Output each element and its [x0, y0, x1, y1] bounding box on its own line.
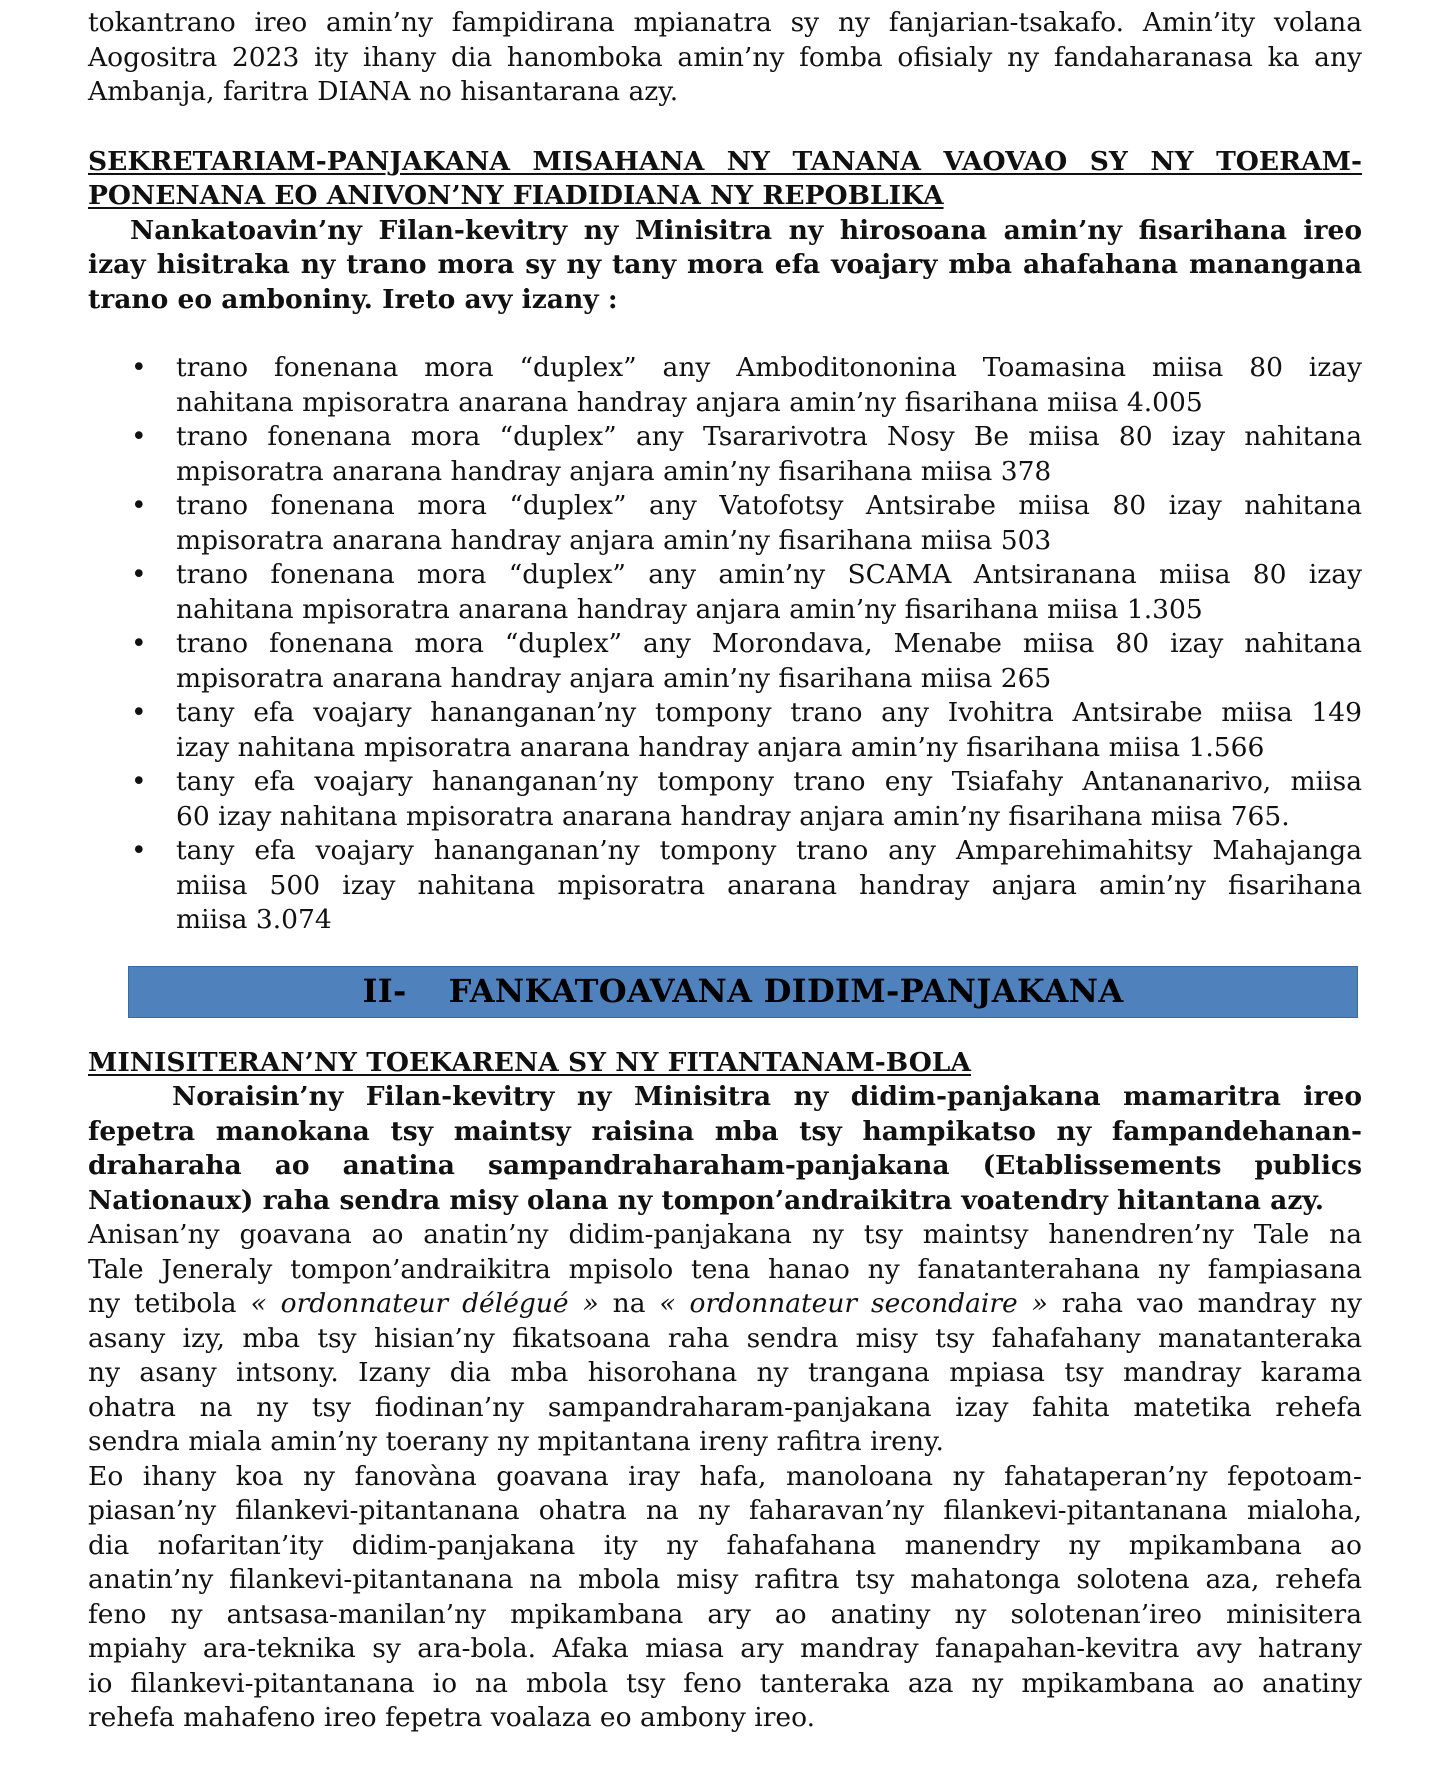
lead-line: trano eo amboniny. Ireto avy izany : — [88, 283, 618, 315]
body-line: feno ny antsasa-manilan’ny mpikambana ary ao anatiny ny solotenan’ireo minisitera — [88, 1598, 1362, 1630]
list-item: • trano fonenana mora “duplex” any Amboditononina Toamasina miisa 80 izay nahitana mpisoratra anarana handray anjara amin’ny fisarihana miisa 4.005 — [131, 352, 1362, 418]
list-item: • tany efa voajary hananganan’ny tompony trano eny Tsiafahy Antananarivo, miisa 60 izay nahitana mpisoratra anarana handray anjara amin’ny fisarihana miisa 765. — [131, 766, 1362, 832]
body-line: dia nofaritan’ity didim-panjakana ity ny fahafahana manendry ny mpikambana ao — [88, 1529, 1362, 1561]
body-line: ohatra na ny tsy fiodinan’ny sampandraharam-panjakana izay fahita matetika rehefa — [88, 1391, 1362, 1423]
section-secretariat — [88, 145, 1362, 938]
bullet-icon: • — [131, 559, 147, 590]
list-item: • trano fonenana mora “duplex” any Vatofotsy Antsirabe miisa 80 izay nahitana mpisoratra anarana handray anjara amin’ny fisarihana miisa 503 — [131, 490, 1362, 556]
bullet-icon: • — [131, 697, 147, 728]
lead-line: Nationaux) raha sendra misy olana ny tompon’andraikitra voatendry hitantana azy. — [88, 1184, 1324, 1216]
intro-line: tokantrano ireo amin’ny fampidirana mpianatra sy ny fanjarian-tsakafo. Amin’ity volana — [88, 7, 1362, 38]
lead-line: Noraisin’ny Filan-kevitry ny Minisitra ny didim-panjakana mamaritra ireo — [172, 1081, 1362, 1112]
term-ordonnateur-secondaire: « ordonnateur secondaire » — [659, 1288, 1048, 1319]
list-item: • trano fonenana mora “duplex” any Morondava, Menabe miisa 80 izay nahitana mpisoratra anarana handray anjara amin’ny fisarihana miisa 265 — [131, 628, 1362, 694]
banner-number: II- — [362, 972, 407, 1011]
bullet-icon: • — [131, 421, 147, 452]
section-heading: PONENANA EO ANIVON’NY FIADIDIANA NY REPOBLIKA — [88, 180, 944, 211]
intro-line: Aogositra 2023 ity ihany dia hanomboka amin’ny fomba ofisialy ny fandaharanasa ka any — [88, 41, 1362, 73]
term-ordonnateur-delegue: « ordonnateur délégué » — [250, 1288, 599, 1319]
list-item: • trano fonenana mora “duplex” any amin’ny SCAMA Antsiranana miisa 80 izay nahitana mpisoratra anarana handray anjara amin’ny fisarihana miisa 1.305 — [131, 559, 1362, 625]
body-line: Eo ihany koa ny fanovàna goavana iray hafa, manoloana ny fahataperan’ny fepotoam- — [88, 1460, 1362, 1492]
list-item: • tany efa voajary hananganan’ny tompony trano any Amparehimahitsy Mahajanga miisa 500 izay nahitana mpisoratra anarana handray anjara amin’ny fisarihana miisa 3.074 — [131, 835, 1362, 935]
bullet-icon: • — [131, 835, 147, 866]
body-line: asany izy, mba tsy hisian’ny fikatsoana raha sendra misy tsy fahafahany manatanteraka — [88, 1322, 1362, 1354]
intro-paragraph — [88, 6, 1362, 110]
list-item: • tany efa voajary hananganan’ny tompony trano any Ivohitra Antsirabe miisa 149 izay nahitana mpisoratra anarana handray anjara amin’ny fisarihana miisa 1.566 — [131, 697, 1362, 763]
body-line: piasan’ny filankevi-pitantanana ohatra na ny faharavan’ny filankevi-pitantanana mialoha, — [88, 1495, 1362, 1526]
bullet-icon: • — [131, 628, 147, 659]
lead-line: izay hisitraka ny trano mora sy ny tany mora efa voajary mba ahafahana manangana — [88, 249, 1362, 280]
section-banner — [128, 966, 1358, 1018]
banner-title: FANKATOAVANA DIDIM-PANJAKANA — [448, 972, 1124, 1011]
body-line: io filankevi-pitantanana io na mbola tsy feno tanteraka aza ny mpikambana ao anatiny — [88, 1667, 1362, 1699]
body-line: rehefa mahafeno ireo fepetra voalaza eo ambony ireo. — [88, 1702, 816, 1733]
intro-line: Ambanja, faritra DIANA no hisantarana azy. — [88, 76, 679, 107]
body-line: mpiahy ara-teknika sy ara-bola. Afaka miasa ary mandray fanapahan-kevitra avy hatrany — [88, 1633, 1362, 1664]
bullet-icon: • — [131, 490, 147, 521]
section-heading: SEKRETARIAM-PANJAKANA MISAHANA NY TANANA VAOVAO SY NY TOERAM- — [88, 145, 1362, 177]
bullet-icon: • — [131, 766, 147, 797]
body-line: ny asany intsony. Izany dia mba hisorohana ny trangana mpiasa tsy mandray karama — [88, 1357, 1362, 1388]
lead-line: draharaha ao anatina sampandraharaham-panjakana (Etablissements publics — [88, 1150, 1362, 1181]
list-item: • trano fonenana mora “duplex” any Tsararivotra Nosy Be miisa 80 izay nahitana mpisoratra anarana handray anjara amin’ny fisarihana miisa 378 — [131, 421, 1362, 487]
allocation-list — [88, 351, 1362, 938]
body-line: anatin’ny filankevi-pitantanana na mbola misy rafitra tsy mahatonga solotena aza, rehefa — [88, 1564, 1362, 1595]
bullet-icon: • — [131, 352, 147, 383]
section-ministry-economy — [88, 1046, 1362, 1736]
section-heading: MINISITERAN’NY TOEKARENA SY NY FITANTANAM-BOLA — [88, 1046, 971, 1078]
body-line: Anisan’ny goavana ao anatin’ny didim-panjakana ny tsy maintsy hanendren’ny Tale na — [88, 1219, 1362, 1250]
lead-line: fepetra manokana tsy maintsy raisina mba tsy hampikatso ny fampandehanan- — [88, 1115, 1362, 1147]
body-line: sendra miala amin’ny toerany ny mpitantana ireny rafitra ireny. — [88, 1426, 944, 1457]
body-line: ny tetibola « ordonnateur délégué » na « ordonnateur secondaire » raha vao mandray ny — [88, 1288, 1362, 1319]
lead-line: Nankatoavin’ny Filan-kevitry ny Minisitra ny hirosoana amin’ny fisarihana ireo — [130, 214, 1362, 246]
body-line: Tale Jeneraly tompon’andraikitra mpisolo tena hanao ny fanatanterahana ny fampiasana — [88, 1253, 1362, 1285]
